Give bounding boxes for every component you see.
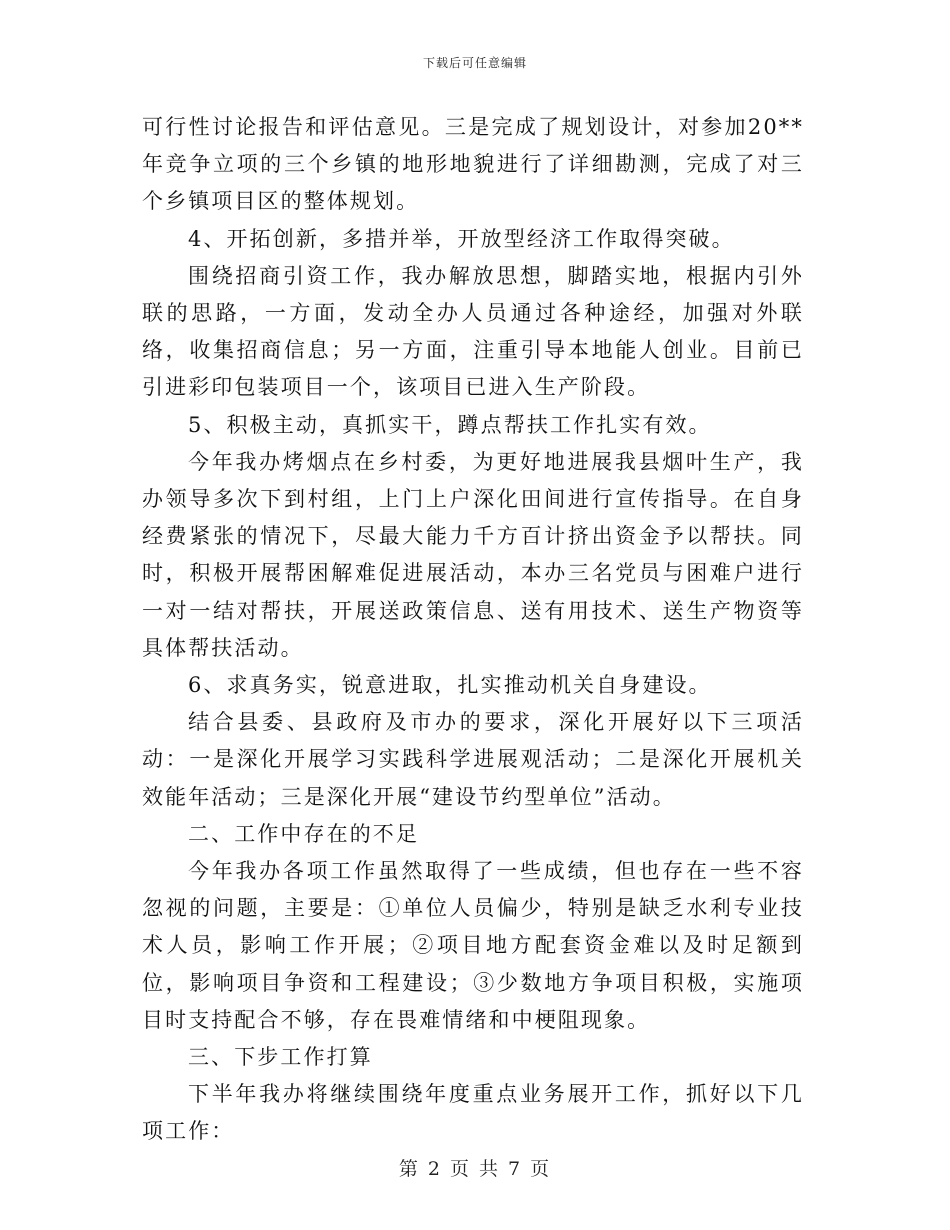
section-heading: 二、工作中存在的不足 [188, 821, 419, 846]
paragraph: 结合县委、县政府及市办的要求，深化开展好以下三项活动：一是深化开展学习实践科学进展观活动；二是深化开展机关效能年活动；三是深化开展“建设节约型单位”活动。 [142, 710, 804, 809]
section-heading: 5、积极主动，真抓实干，蹲点帮扶工作扎实有效。 [188, 412, 712, 437]
paragraph: 今年我办各项工作虽然取得了一些成绩，但也存在一些不容忽视的问题，主要是：①单位人员偏少，特别是缺乏水利专业技术人员，影响工作开展；②项目地方配套资金难以及时足额到位，影响项目争资和工程建设；③少数地方争项目积极，实施项目时支持配合不够，存在畏难情绪和中梗阻现象。 [142, 859, 804, 1032]
section-heading: 6、求真务实，锐意进取，扎实推动机关自身建设。 [188, 673, 712, 698]
paragraph: 围绕招商引资工作，我办解放思想，脚踏实地，根据内引外联的思路，一方面，发动全办人员通过各种途经，加强对外联络，收集招商信息；另一方面，注重引导本地能人创业。目前已引进彩印包装项目一个，该项目已进入生产阶段。 [142, 263, 804, 400]
section-heading: 三、下步工作打算 [188, 1045, 373, 1070]
section-heading: 4、开拓创新，多措并举，开放型经济工作取得突破。 [188, 226, 735, 251]
paragraph: 今年我办烤烟点在乡村委，为更好地进展我县烟叶生产，我办领导多次下到村组，上门上户深化田间进行宣传指导。在自身经费紧张的情况下，尽最大能力千方百计挤出资金予以帮扶。同时，积极开展帮困解难促进展活动，本办三名党员与困难户进行一对一结对帮扶，开展送政策信息、送有用技术、送生产物资等具体帮扶活动。 [142, 449, 804, 660]
paragraph: 可行性讨论报告和评估意见。三是完成了规划设计，对参加20**年竞争立项的三个乡镇的地形地貌进行了详细勘测，完成了对三个乡镇项目区的整体规划。 [142, 115, 804, 214]
paragraph: 下半年我办将继续围绕年度重点业务展开工作，抓好以下几项工作： [142, 1082, 804, 1144]
page-number: 第 2 页 共 7 页 [398, 1158, 552, 1180]
body-text [142, 109, 804, 1151]
page-header: 下载后可任意编辑 [422, 56, 527, 70]
